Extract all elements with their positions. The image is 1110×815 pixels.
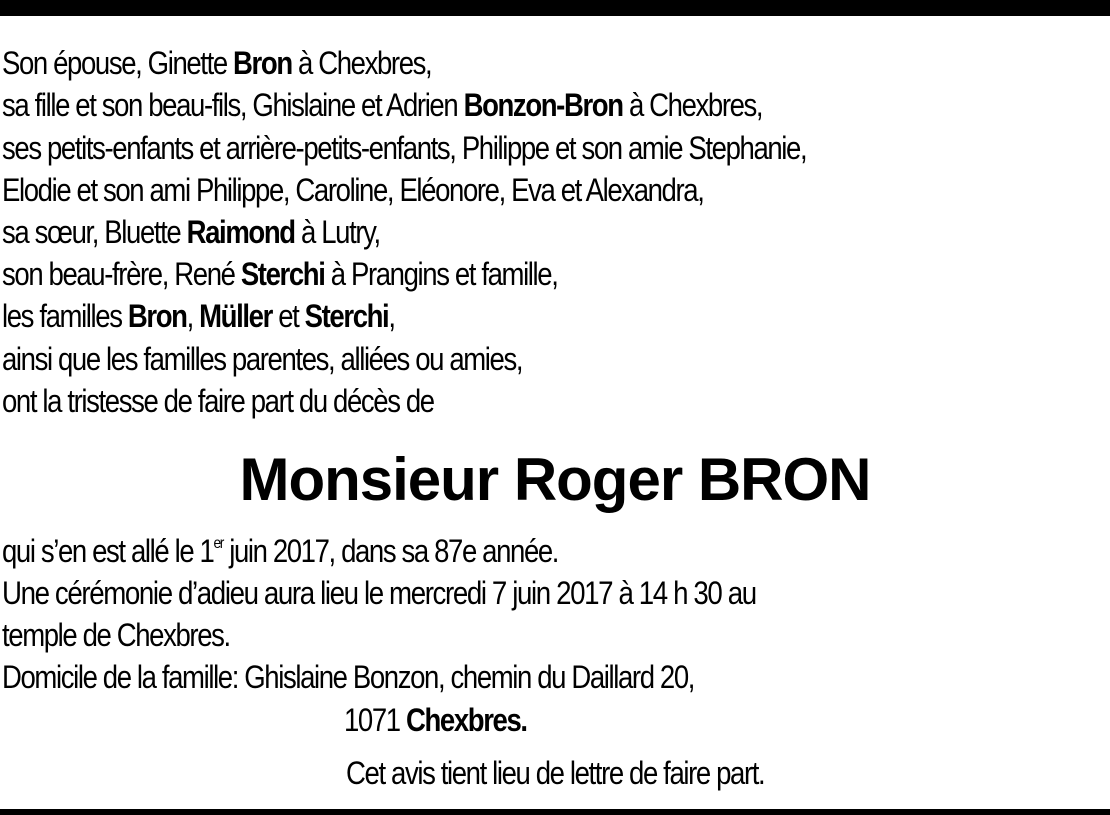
family-line bbox=[2, 84, 762, 126]
family-line bbox=[2, 380, 434, 422]
bold-name: Raimond bbox=[186, 214, 295, 250]
text-run: , bbox=[186, 298, 200, 334]
text-run: et bbox=[271, 298, 305, 334]
ordinal-superscript: er bbox=[213, 535, 223, 552]
family-line bbox=[2, 42, 431, 84]
closing-note bbox=[0, 752, 1110, 794]
text-run: sa fille et son beau-fils, Ghislaine et Adrien bbox=[2, 87, 464, 123]
deceased-name: Monsieur Roger BRON bbox=[239, 446, 871, 513]
bold-name: Sterchi bbox=[240, 256, 325, 292]
text-run: les familles bbox=[2, 298, 128, 334]
text-run: son beau-frère, René bbox=[2, 256, 241, 292]
domicile-address bbox=[344, 699, 527, 741]
domicile-text: Domicile de la famille: Ghislaine Bonzon, chemin du Daillard 20, bbox=[2, 659, 695, 695]
death-date-suffix: juin 2017, dans sa 87e année. bbox=[222, 533, 559, 569]
text-run: , bbox=[388, 298, 395, 334]
death-date-prefix: qui s’en est allé le 1 bbox=[2, 533, 214, 569]
ceremony-text: temple de Chexbres. bbox=[2, 617, 230, 653]
domicile-line bbox=[2, 656, 694, 698]
text-run: à Chexbres, bbox=[291, 45, 432, 81]
ceremony-line-1 bbox=[2, 572, 756, 614]
family-line bbox=[2, 127, 806, 169]
family-line bbox=[2, 338, 522, 380]
bottom-rule bbox=[0, 809, 1110, 815]
text-run: ses petits-enfants et arrière-petits-enfants, Philippe et son amie Stephanie, bbox=[2, 130, 807, 166]
text-run: sa sœur, Bluette bbox=[2, 214, 187, 250]
text-run: à Lutry, bbox=[294, 214, 380, 250]
death-date-line bbox=[2, 530, 558, 572]
postal-code: 1071 bbox=[344, 702, 407, 738]
family-line bbox=[2, 253, 557, 295]
text-run: ont la tristesse de faire part du décès de bbox=[2, 383, 434, 419]
text-run: Elodie et son ami Philippe, Caroline, Eléonore, Eva et Alexandra, bbox=[2, 172, 704, 208]
text-run: à Prangins et famille, bbox=[324, 256, 558, 292]
text-run: Son épouse, Ginette bbox=[2, 45, 234, 81]
top-rule bbox=[0, 0, 1110, 16]
family-line bbox=[2, 211, 380, 253]
text-run: ainsi que les familles parentes, alliées ou amies, bbox=[2, 341, 523, 377]
closing-note-text: Cet avis tient lieu de lettre de faire part. bbox=[345, 755, 765, 791]
city-name: Chexbres. bbox=[406, 702, 527, 738]
bold-name: Bonzon-Bron bbox=[463, 87, 623, 123]
bold-name: Sterchi bbox=[304, 298, 389, 334]
family-line bbox=[2, 169, 703, 211]
bold-name: Bron bbox=[233, 45, 292, 81]
ceremony-text: Une cérémonie d’adieu aura lieu le mercredi 7 juin 2017 à 14 h 30 au bbox=[2, 575, 756, 611]
bold-name: Bron bbox=[127, 298, 187, 334]
bold-name: Müller bbox=[199, 298, 272, 334]
family-line bbox=[2, 295, 395, 337]
ceremony-line-2 bbox=[2, 614, 230, 656]
text-run: à Chexbres, bbox=[622, 87, 763, 123]
